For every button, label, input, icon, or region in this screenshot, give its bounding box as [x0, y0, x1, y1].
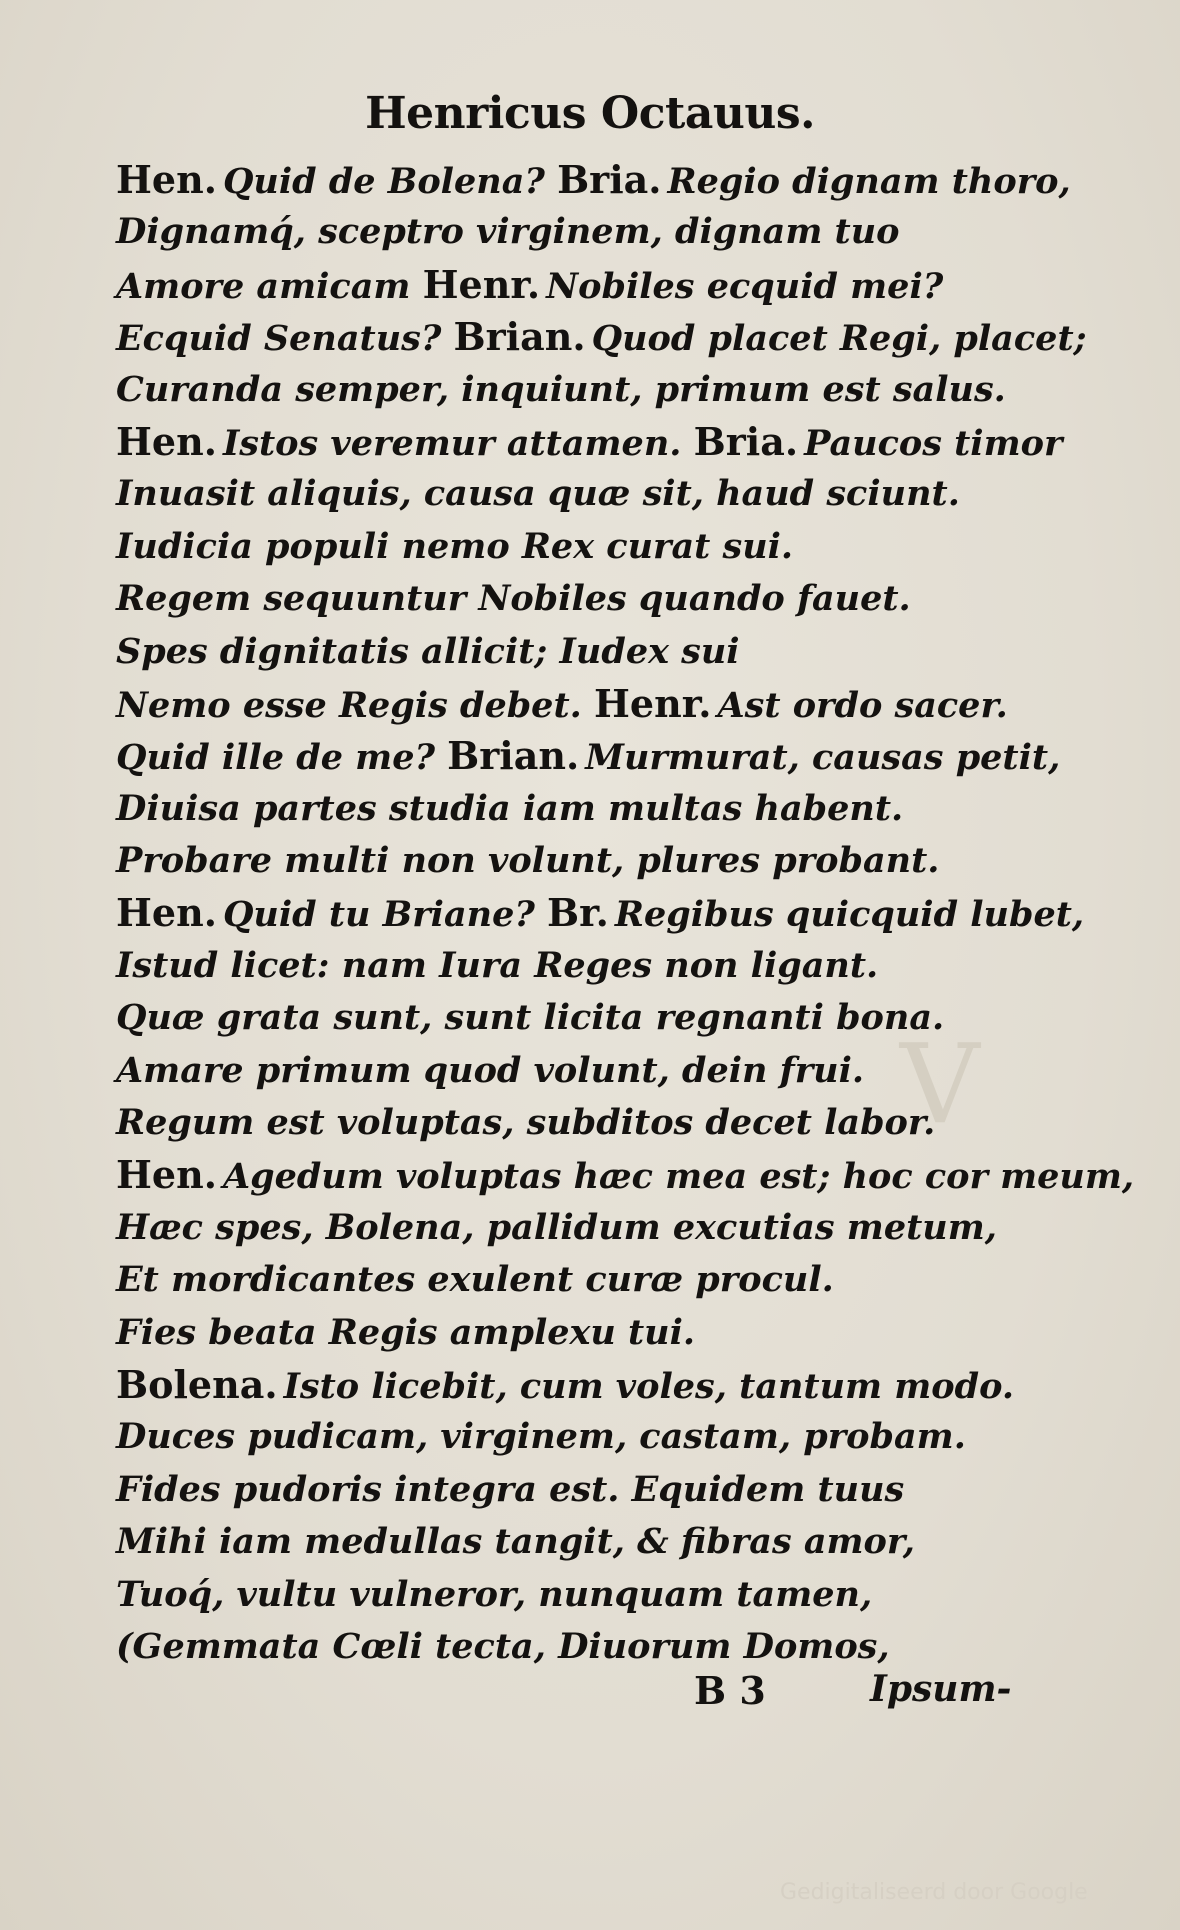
running-head: Henricus Octauus. [365, 88, 815, 139]
speaker-label: Brian. [453, 314, 586, 360]
verse-line [116, 1149, 1135, 1201]
verse-line [116, 678, 1016, 730]
verse-text: Spes dignitatis allicit; Iudex sui [116, 630, 740, 672]
verse-line [116, 1621, 1016, 1673]
verse-line [116, 835, 1016, 887]
verse-line [116, 154, 1071, 206]
verse-line [116, 1202, 1016, 1254]
verse-text: Isto licebit, cum voles, tantum modo. [283, 1365, 1014, 1407]
verse-text: Paucos timor [804, 422, 1063, 464]
verse-text: Regio dignam thoro, [667, 161, 1071, 202]
verse-text: Inuasit aliquis, causa quæ sit, haud sciunt. [116, 473, 960, 515]
verse-line [116, 468, 1016, 520]
verse-text: Probare multi non volunt, plures probant. [116, 840, 940, 882]
verse-text: Quod placet Regi, placet; [591, 318, 1087, 360]
verse-line [116, 1359, 1016, 1411]
verse-text: Fies beata Regis amplexu tui. [116, 1311, 696, 1353]
speaker-label: Hen. [116, 157, 217, 202]
verse-line [116, 1464, 1016, 1516]
verse-text: Iudicia populi nemo Rex curat sui. [116, 525, 794, 567]
verse-text: Fides pudoris integra est. Equidem tuus [116, 1468, 905, 1510]
speaker-label: Bria. [557, 157, 662, 202]
verse-text: Quid ille de me? [116, 737, 448, 779]
verse-line [116, 940, 1016, 992]
verse-text: Murmurat, causas petit, [585, 737, 1061, 779]
digitization-watermark: Gedigitaliseerd door Google [780, 1880, 1088, 1905]
verse-text: Curanda semper, inquiunt, primum est salus. [116, 368, 1006, 410]
page-footer [0, 1668, 1180, 1728]
verse-text: Ecquid Senatus? [116, 318, 454, 360]
verse-line [116, 1254, 1016, 1306]
verse-text: Quæ grata sunt, sunt licita regnanti bona. [116, 997, 945, 1039]
verse-line [116, 416, 1063, 468]
verse-text: Amare primum quod volunt, dein frui. [116, 1049, 865, 1091]
signature-mark: B 3 [694, 1668, 766, 1713]
verse-line [116, 1307, 1016, 1359]
verse-lines [116, 154, 1135, 1673]
verse-text: Amore amicam [116, 265, 423, 307]
verse-line [116, 364, 1016, 416]
verse-line [116, 1411, 1016, 1463]
verse-text: Istud licet: nam Iura Reges non ligant. [116, 944, 879, 986]
verse-line [116, 992, 1016, 1044]
speaker-label: Henr. [422, 261, 541, 307]
verse-line [116, 626, 1016, 678]
verse-line [116, 259, 1016, 311]
verse-line [116, 1569, 1016, 1621]
verse-text: Regibus quicquid lubet, [614, 894, 1085, 936]
verse-line [116, 1516, 1016, 1568]
speaker-label: Henr. [594, 680, 712, 726]
verse-text: Tuoq́, vultu vulneror, nunquam tamen, [116, 1573, 873, 1615]
verse-text: Quid de Bolena? [222, 161, 558, 202]
verse-line [116, 783, 1016, 835]
verse-text: Istos veremur attamen. [222, 422, 694, 464]
verse-line [116, 311, 1087, 363]
speaker-label: Hen. [116, 890, 217, 936]
verse-text: Et mordicantes exulent curæ procul. [116, 1259, 834, 1301]
verse-line [116, 521, 1016, 573]
verse-line [116, 206, 1016, 258]
speaker-label: Hen. [116, 418, 217, 464]
verse-line [116, 1097, 1016, 1149]
verse-text: Regem sequuntur Nobiles quando fauet. [116, 578, 911, 620]
verse-text: (Gemmata Cœli tecta, Diuorum Domos, [116, 1625, 890, 1667]
verse-text: Nemo esse Regis debet. [116, 684, 594, 726]
verse-text: Quid tu Briane? [222, 894, 548, 936]
verse-line [116, 730, 1061, 782]
verse-text: Ast ordo sacer. [717, 684, 1008, 726]
speaker-label: Br. [547, 890, 609, 936]
verse-text: Duces pudicam, virginem, castam, probam. [116, 1416, 966, 1458]
verse-line [116, 887, 1085, 939]
verse-line [116, 1045, 1016, 1097]
verse-text: Diuisa partes studia iam multas habent. [116, 787, 904, 829]
bleed-through-letter: V [900, 1020, 980, 1148]
verse-text: Regum est voluptas, subditos decet labor. [116, 1102, 936, 1144]
verse-text: Nobiles ecquid mei? [546, 265, 944, 307]
verse-text: Mihi iam medullas tangit, & fibras amor, [116, 1521, 915, 1563]
speaker-label: Bria. [693, 418, 799, 464]
verse-line [116, 573, 1016, 625]
speaker-label: Bolena. [116, 1361, 278, 1407]
verse-text: Agedum voluptas hæc mea est; hoc cor meum, [222, 1156, 1135, 1198]
speaker-label: Brian. [447, 733, 580, 779]
verse-text: Hæc spes, Bolena, pallidum excutias metum, [116, 1206, 997, 1248]
speaker-label: Hen. [116, 1152, 217, 1198]
catchword: Ipsum- [870, 1668, 1012, 1710]
verse-text: Dignamq́, sceptro virginem, dignam tuo [116, 211, 900, 253]
